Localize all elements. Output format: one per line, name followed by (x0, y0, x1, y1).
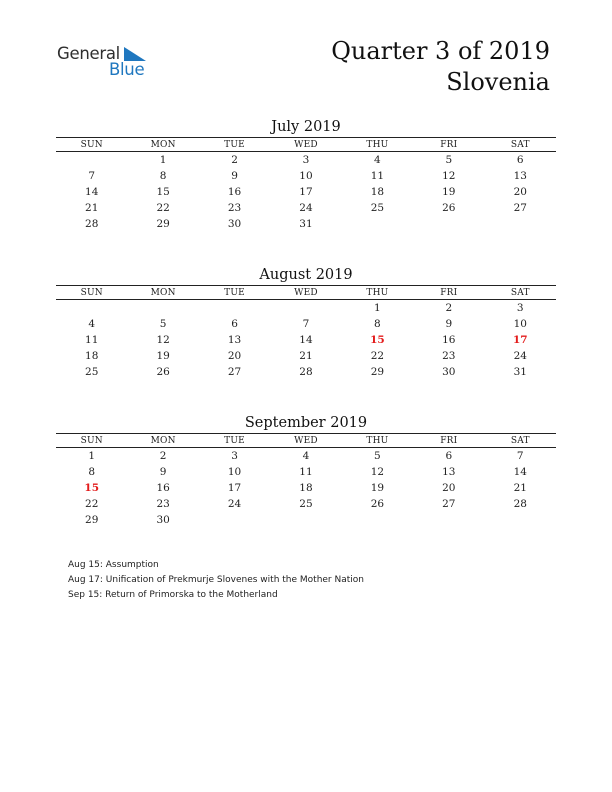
day-cell: 6 (231, 318, 238, 330)
calendar-grid (56, 285, 556, 380)
week-row (56, 184, 556, 200)
day-cell: 13 (227, 334, 242, 346)
calendar-body (56, 448, 556, 529)
day-cell: 28 (85, 218, 99, 230)
day-cell: 19 (156, 350, 170, 362)
weekday-header: MON (127, 434, 198, 448)
weekday-header: SAT (485, 138, 556, 152)
day-cell: 2 (231, 154, 238, 166)
day-cell: 10 (227, 466, 242, 478)
day-cell: 6 (516, 154, 524, 166)
generalblue-logo (57, 44, 167, 84)
day-cell: 14 (513, 466, 527, 478)
week-row (56, 448, 556, 465)
day-cell: 25 (85, 366, 99, 378)
day-cell: 8 (374, 318, 381, 330)
day-cell: 31 (299, 218, 313, 230)
day-cell: 23 (156, 498, 170, 510)
day-cell: 29 (370, 366, 385, 378)
day-cell: 12 (370, 466, 385, 478)
logo-triangle-icon (124, 47, 146, 61)
day-cell: 27 (513, 202, 527, 214)
day-cell: 4 (374, 154, 381, 166)
day-cell: 9 (159, 466, 167, 478)
day-cell: 13 (513, 170, 527, 182)
day-cell: 13 (442, 466, 456, 478)
day-cell: 25 (370, 202, 385, 214)
day-cell: 9 (231, 170, 238, 182)
logo-blue-text: Blue (109, 60, 145, 79)
weekday-header: SAT (485, 286, 556, 300)
weekday-header-row (56, 434, 556, 448)
weekday-header: WED (270, 286, 341, 300)
week-row (56, 300, 556, 317)
month-title: July 2019 (271, 119, 341, 135)
week-row (56, 512, 556, 528)
day-cell: 7 (302, 318, 310, 330)
day-cell: 1 (88, 450, 96, 462)
weekday-header: FRI (413, 286, 484, 300)
holiday-note: Aug 17: Unification of Prekmurje Slovenes with the Mother Nation (68, 574, 364, 585)
day-cell: 27 (227, 366, 242, 378)
day-cell: 16 (156, 482, 170, 494)
empty-day-cell (485, 512, 556, 528)
weekday-header: THU (342, 286, 413, 300)
weekday-header: THU (342, 434, 413, 448)
day-cell: 14 (85, 186, 99, 198)
weekday-header: TUE (199, 138, 270, 152)
day-cell: 2 (159, 450, 167, 462)
empty-day-cell (342, 216, 413, 232)
day-cell: 6 (445, 450, 453, 462)
week-row (56, 496, 556, 512)
day-cell: 1 (159, 154, 167, 166)
week-row (56, 168, 556, 184)
day-cell: 21 (513, 482, 527, 494)
holiday-note: Aug 15: Assumption (68, 560, 159, 570)
day-cell: 20 (513, 186, 527, 198)
empty-day-cell (485, 216, 556, 232)
day-cell: 28 (299, 366, 313, 378)
day-cell: 8 (159, 170, 167, 182)
day-cell: 5 (374, 450, 381, 462)
day-cell: 21 (299, 350, 313, 362)
day-cell: 1 (374, 302, 381, 314)
day-cell: 30 (227, 218, 242, 230)
weekday-header: MON (127, 286, 198, 300)
day-cell: 23 (442, 350, 456, 362)
holiday-day-cell: 17 (512, 334, 528, 346)
day-cell: 7 (88, 170, 96, 182)
day-cell: 19 (442, 186, 456, 198)
day-cell: 15 (156, 186, 170, 198)
day-cell: 17 (299, 186, 313, 198)
day-cell: 22 (85, 498, 99, 510)
weekday-header: SAT (485, 434, 556, 448)
day-cell: 11 (85, 334, 99, 346)
day-cell: 18 (299, 482, 313, 494)
day-cell: 16 (442, 334, 456, 346)
holiday-day-cell: 15 (370, 334, 385, 346)
empty-day-cell (56, 300, 127, 317)
week-row (56, 364, 556, 380)
empty-day-cell (270, 512, 341, 528)
day-cell: 24 (227, 498, 242, 510)
month-calendar-september (56, 413, 556, 528)
day-cell: 27 (442, 498, 456, 510)
page-title (331, 36, 550, 98)
logo-general-text: General (57, 44, 120, 63)
calendar-body (56, 152, 556, 233)
month-title: August 2019 (259, 267, 353, 283)
week-row (56, 332, 556, 348)
day-cell: 3 (231, 450, 238, 462)
holiday-note: Sep 15: Return of Primorska to the Motherland (68, 589, 278, 600)
weekday-header: MON (127, 138, 198, 152)
empty-day-cell (413, 512, 484, 528)
day-cell: 26 (156, 366, 170, 378)
week-row (56, 152, 556, 169)
week-row (56, 348, 556, 364)
day-cell: 9 (445, 318, 453, 330)
day-cell: 26 (442, 202, 456, 214)
day-cell: 10 (299, 170, 313, 182)
empty-day-cell (413, 216, 484, 232)
calendar-grid (56, 137, 556, 232)
empty-day-cell (127, 300, 198, 317)
month-title: September 2019 (244, 415, 368, 431)
month-calendar-july (56, 117, 556, 232)
day-cell: 30 (442, 366, 456, 378)
day-cell: 2 (445, 302, 453, 314)
day-cell: 8 (88, 466, 96, 478)
weekday-header-row (56, 286, 556, 300)
weekday-header: FRI (413, 434, 484, 448)
day-cell: 16 (227, 186, 242, 198)
day-cell: 30 (156, 514, 170, 526)
weekday-header: THU (342, 138, 413, 152)
day-cell: 11 (370, 170, 385, 182)
day-cell: 4 (88, 318, 96, 330)
day-cell: 22 (370, 350, 385, 362)
day-cell: 12 (156, 334, 170, 346)
empty-day-cell (342, 512, 413, 528)
empty-day-cell (199, 512, 270, 528)
calendar-grid (56, 433, 556, 528)
day-cell: 5 (445, 154, 453, 166)
day-cell: 20 (227, 350, 242, 362)
day-cell: 21 (85, 202, 99, 214)
holiday-day-cell: 15 (84, 482, 100, 494)
day-cell: 18 (85, 350, 99, 362)
week-row (56, 316, 556, 332)
day-cell: 29 (156, 218, 170, 230)
country-title: Slovenia (446, 68, 550, 96)
day-cell: 17 (227, 482, 242, 494)
day-cell: 24 (299, 202, 313, 214)
weekday-header: TUE (199, 286, 270, 300)
holiday-notes (68, 558, 364, 602)
day-cell: 3 (302, 154, 310, 166)
weekday-header: TUE (199, 434, 270, 448)
week-row (56, 216, 556, 232)
week-row (56, 200, 556, 216)
day-cell: 3 (516, 302, 524, 314)
calendar-body (56, 300, 556, 381)
weekday-header-row (56, 138, 556, 152)
weekday-header: SUN (56, 286, 127, 300)
day-cell: 18 (370, 186, 385, 198)
day-cell: 23 (227, 202, 242, 214)
weekday-header: WED (270, 138, 341, 152)
day-cell: 31 (513, 366, 527, 378)
day-cell: 4 (302, 450, 310, 462)
day-cell: 5 (159, 318, 167, 330)
day-cell: 20 (442, 482, 456, 494)
week-row (56, 464, 556, 480)
month-calendar-august (56, 265, 556, 380)
week-row (56, 480, 556, 496)
weekday-header: WED (270, 434, 341, 448)
weekday-header: SUN (56, 138, 127, 152)
weekday-header: SUN (56, 434, 127, 448)
day-cell: 10 (513, 318, 527, 330)
quarter-title: Quarter 3 of 2019 (331, 37, 550, 65)
day-cell: 24 (513, 350, 527, 362)
empty-day-cell (199, 300, 270, 317)
day-cell: 12 (442, 170, 456, 182)
empty-day-cell (270, 300, 341, 317)
empty-day-cell (56, 152, 127, 169)
day-cell: 26 (370, 498, 385, 510)
day-cell: 11 (299, 466, 313, 478)
day-cell: 22 (156, 202, 170, 214)
weekday-header: FRI (413, 138, 484, 152)
day-cell: 19 (370, 482, 385, 494)
day-cell: 14 (299, 334, 313, 346)
day-cell: 7 (516, 450, 524, 462)
day-cell: 25 (299, 498, 313, 510)
day-cell: 29 (85, 514, 99, 526)
day-cell: 28 (513, 498, 527, 510)
